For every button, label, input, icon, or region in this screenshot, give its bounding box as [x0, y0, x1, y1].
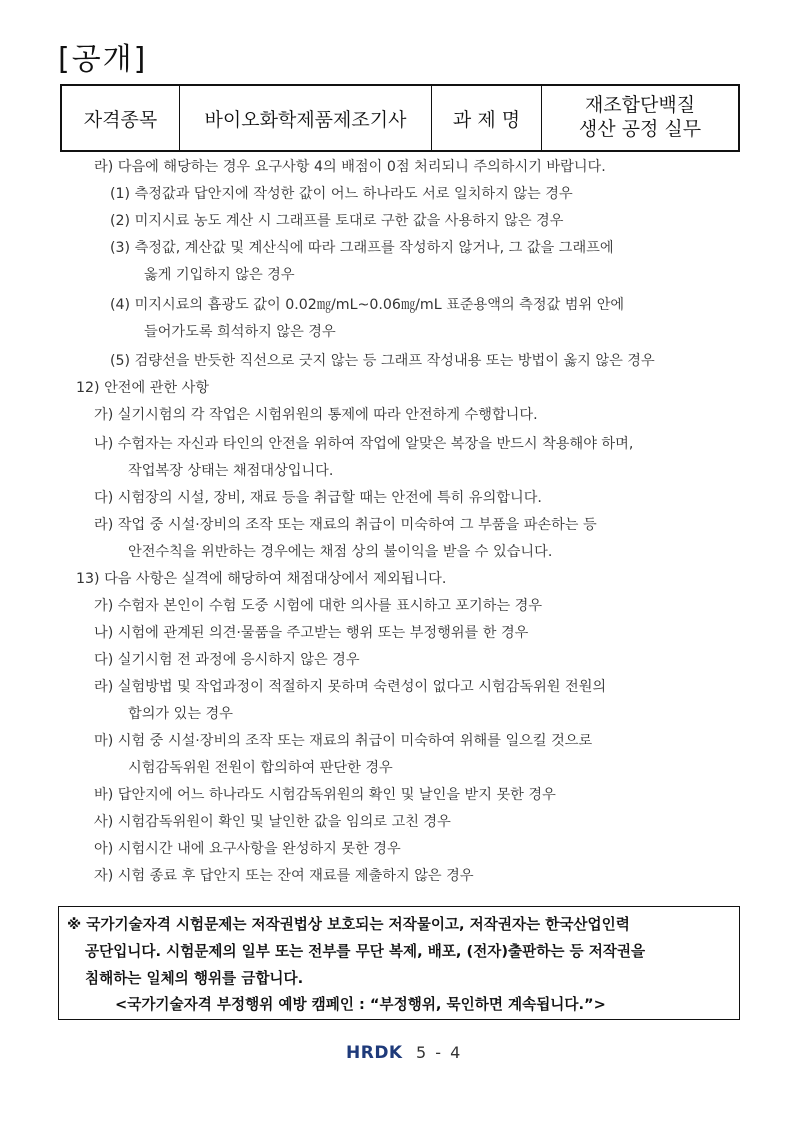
qualification-label: 자격종목: [62, 86, 180, 150]
task-title-label: 과 제 명: [432, 86, 542, 150]
page-label: [공개]: [58, 42, 148, 77]
instruction-line: 라) 작업 중 시설·장비의 조작 또는 재료의 취급이 미숙하여 그 부품을 파손하는 등: [94, 517, 597, 533]
instruction-line: 자) 시험 종료 후 답안지 또는 잔여 재료를 제출하지 않은 경우: [94, 868, 474, 884]
instruction-line: (1) 측정값과 답안지에 작성한 값이 어느 하나라도 서로 일치하지 않는 경우: [110, 186, 573, 202]
instruction-line: 옳게 기입하지 않은 경우: [144, 267, 295, 283]
qualification-name: 바이오화학제품제조기사: [180, 86, 432, 150]
instruction-line: 아) 시험시간 내에 요구사항을 완성하지 못한 경우: [94, 841, 401, 857]
section-heading: 12) 안전에 관한 사항: [76, 380, 210, 396]
hrdk-logo: HRDK: [346, 1043, 403, 1063]
instruction-line: 가) 실기시험의 각 작업은 시험위원의 통제에 따라 안전하게 수행합니다.: [94, 407, 538, 423]
task-title: [542, 86, 738, 150]
instruction-line: 들어가도록 희석하지 않은 경우: [144, 324, 336, 340]
page-footer: [0, 1041, 800, 1067]
instruction-line: 다) 실기시험 전 과정에 응시하지 않은 경우: [94, 652, 360, 668]
instruction-line: 가) 수험자 본인이 수험 도중 시험에 대한 의사를 표시하고 포기하는 경우: [94, 598, 543, 614]
instruction-line: 합의가 있는 경우: [128, 706, 233, 722]
instruction-line: 안전수칙을 위반하는 경우에는 채점 상의 불이익을 받을 수 있습니다.: [128, 544, 553, 560]
instruction-line: 바) 답안지에 어느 하나라도 시험감독위원의 확인 및 날인을 받지 못한 경우: [94, 787, 556, 803]
instruction-line: 라) 실험방법 및 작업과정이 적절하지 못하며 숙련성이 없다고 시험감독위원 전원의: [94, 679, 607, 695]
instruction-line: (4) 미지시료의 흡광도 값이 0.02㎎/mL~0.06㎎/mL 표준용액의 측정값 범위 안에: [110, 297, 625, 313]
campaign-line: <국가기술자격 부정행위 예방 캠페인 : “부정행위, 묵인하면 계속됩니다.”>: [115, 996, 606, 1013]
instruction-line: 시험감독위원 전원이 합의하여 판단한 경우: [128, 760, 393, 776]
notice-line: 침해하는 일체의 행위를 금합니다.: [85, 970, 304, 987]
instruction-line: 나) 수험자는 자신과 타인의 안전을 위하여 작업에 알맞은 복장을 반드시 착용해야 하며,: [94, 436, 634, 452]
notice-line: 공단입니다. 시험문제의 일부 또는 전부를 무단 복제, 배포, (전자)출판하는 등 저작권을: [85, 943, 646, 960]
notice-line: ※ 국가기술자격 시험문제는 저작권법상 보호되는 저작물이고, 저작권자는 한국산업인력: [67, 916, 630, 933]
instruction-line: (3) 측정값, 계산값 및 계산식에 따라 그래프를 작성하지 않거나, 그 값을 그래프에: [110, 240, 614, 256]
task-title-line-1: 재조합단백질: [584, 94, 696, 117]
instruction-line: 나) 시험에 관계된 의견·물품을 주고받는 행위 또는 부정행위를 한 경우: [94, 625, 529, 641]
instruction-line: 다) 시험장의 시설, 장비, 재료 등을 취급할 때는 안전에 특히 유의합니다.: [94, 490, 542, 506]
instruction-line: 작업복장 상태는 채점대상입니다.: [128, 463, 334, 479]
task-title-line-2: 생산 공정 실무: [578, 118, 702, 140]
instruction-line: 라) 다음에 해당하는 경우 요구사항 4의 배점이 0점 처리되니 주의하시기 바랍니다.: [94, 159, 606, 175]
section-heading: 13) 다음 사항은 실격에 해당하여 채점대상에서 제외됩니다.: [76, 571, 447, 587]
instruction-line: (5) 검량선을 반듯한 직선으로 긋지 않는 등 그래프 작성내용 또는 방법이 옳지 않은 경우: [110, 353, 655, 369]
instruction-line: 사) 시험감독위원이 확인 및 날인한 값을 임의로 고친 경우: [94, 814, 451, 830]
instruction-line: (2) 미지시료 농도 계산 시 그래프를 토대로 구한 값을 사용하지 않은 경우: [110, 213, 564, 229]
copyright-notice: [58, 906, 740, 1020]
instruction-line: 마) 시험 중 시설·장비의 조작 또는 재료의 취급이 미숙하여 위해를 일으킬 것으로: [94, 733, 593, 749]
page-number: 5 - 4: [416, 1043, 463, 1062]
header-table: [60, 84, 740, 152]
